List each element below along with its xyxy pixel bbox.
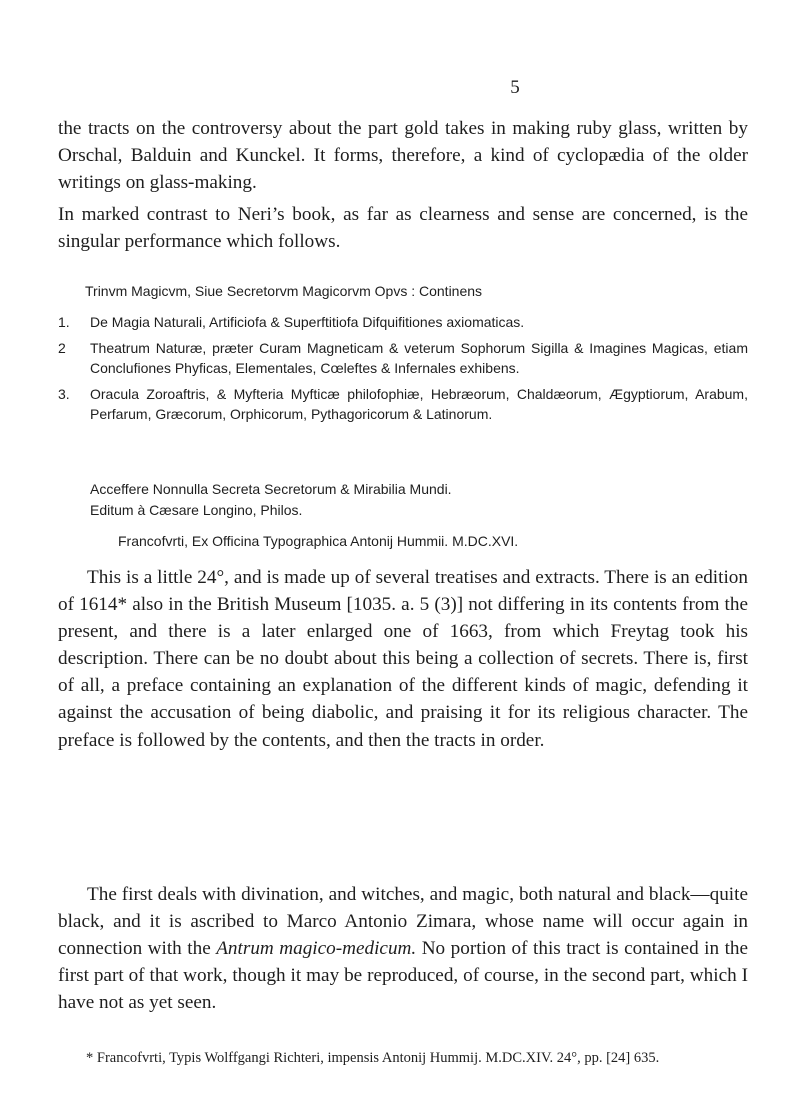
- list-item: [58, 338, 748, 378]
- title-page-heading: Trinvm Magicvm, Siue Secretorvm Magicorvm Opvs : Continens: [85, 283, 483, 299]
- footnote: * Francofvrti, Typis Wolffgangi Richteri, impensis Antonij Hummij. M.DC.XIV. 24°, pp. [24] 635.: [86, 1050, 660, 1066]
- title-page-accessory-line: Acceffere Nonnulla Secreta Secretorum & Mirabilia Mundi.: [90, 481, 452, 497]
- list-item-text: De Magia Naturali, Artificiofa & Superftitiofa Difquifitiones axiomaticas.: [90, 314, 525, 330]
- body-paragraph-2-start: The first deals with divination, and witches, and magic, both natural and black—quite black, and it is ascribed to Marco Antonio Zimara, whose name will occur again in connection with the: [58, 884, 748, 960]
- intro-paragraph-2: In marked contrast to Neri’s book, as far as clearness and sense are concerned, is the singular performance which follows.: [58, 204, 748, 252]
- page-number: 5: [510, 77, 520, 98]
- list-item-number: 2: [58, 340, 66, 356]
- list-item-number: 1.: [58, 314, 70, 330]
- title-page-imprint: Francofvrti, Ex Officina Typographica Antonij Hummii. M.DC.XVI.: [118, 533, 519, 549]
- title-page-editor-line: Editum à Cæsare Longino, Philos.: [90, 502, 303, 518]
- list-item-number: 3.: [58, 386, 70, 402]
- intro-paragraph-1: the tracts on the controversy about the part gold takes in making ruby glass, written by Orschal, Balduin and Kunckel. It forms, therefore, a kind of cyclopædia of the older writings on glass-making.: [58, 118, 748, 193]
- body-paragraph-2-end: No portion of this tract is contained in the first part of that work, though it may be reproduced, of course, in the second part, which I have not as yet seen.: [58, 938, 749, 1014]
- list-item: [58, 312, 748, 332]
- title-page-contents-list: [58, 312, 748, 430]
- book-title-italic: Antrum magico-medicum.: [216, 938, 417, 960]
- body-paragraph-1: This is a little 24°, and is made up of several treatises and extracts. There is an edition of 1614* also in the British Museum [1035. a. 5 (3)] not differing in its contents from the present, and there is a later enlarged one of 1663, from which Freytag took his description. There can be no doubt about this being a collection of secrets. There is, first of all, a preface containing an explanation of the different kinds of magic, defending it against the accusation of being diabolic, and praising it for its religious character. The preface is followed by the contents, and then the tracts in order.: [58, 567, 748, 751]
- list-item-text: Theatrum Naturæ, præter Curam Magneticam & veterum Sophorum Sigilla & Imagines Magicas, etiam Conclufiones Phyficas, Elementales, Cœleftes & Infernales exhibens.: [90, 340, 748, 376]
- list-item: [58, 384, 748, 424]
- body-paragraph-2: [58, 881, 748, 1016]
- list-item-text: Oracula Zoroaftris, & Myfteria Myfticæ philofophiæ, Hebræorum, Chaldæorum, Ægyptiorum, Arabum, Perfarum, Græcorum, Orphicorum, Pythagoricorum & Latinorum.: [90, 386, 748, 422]
